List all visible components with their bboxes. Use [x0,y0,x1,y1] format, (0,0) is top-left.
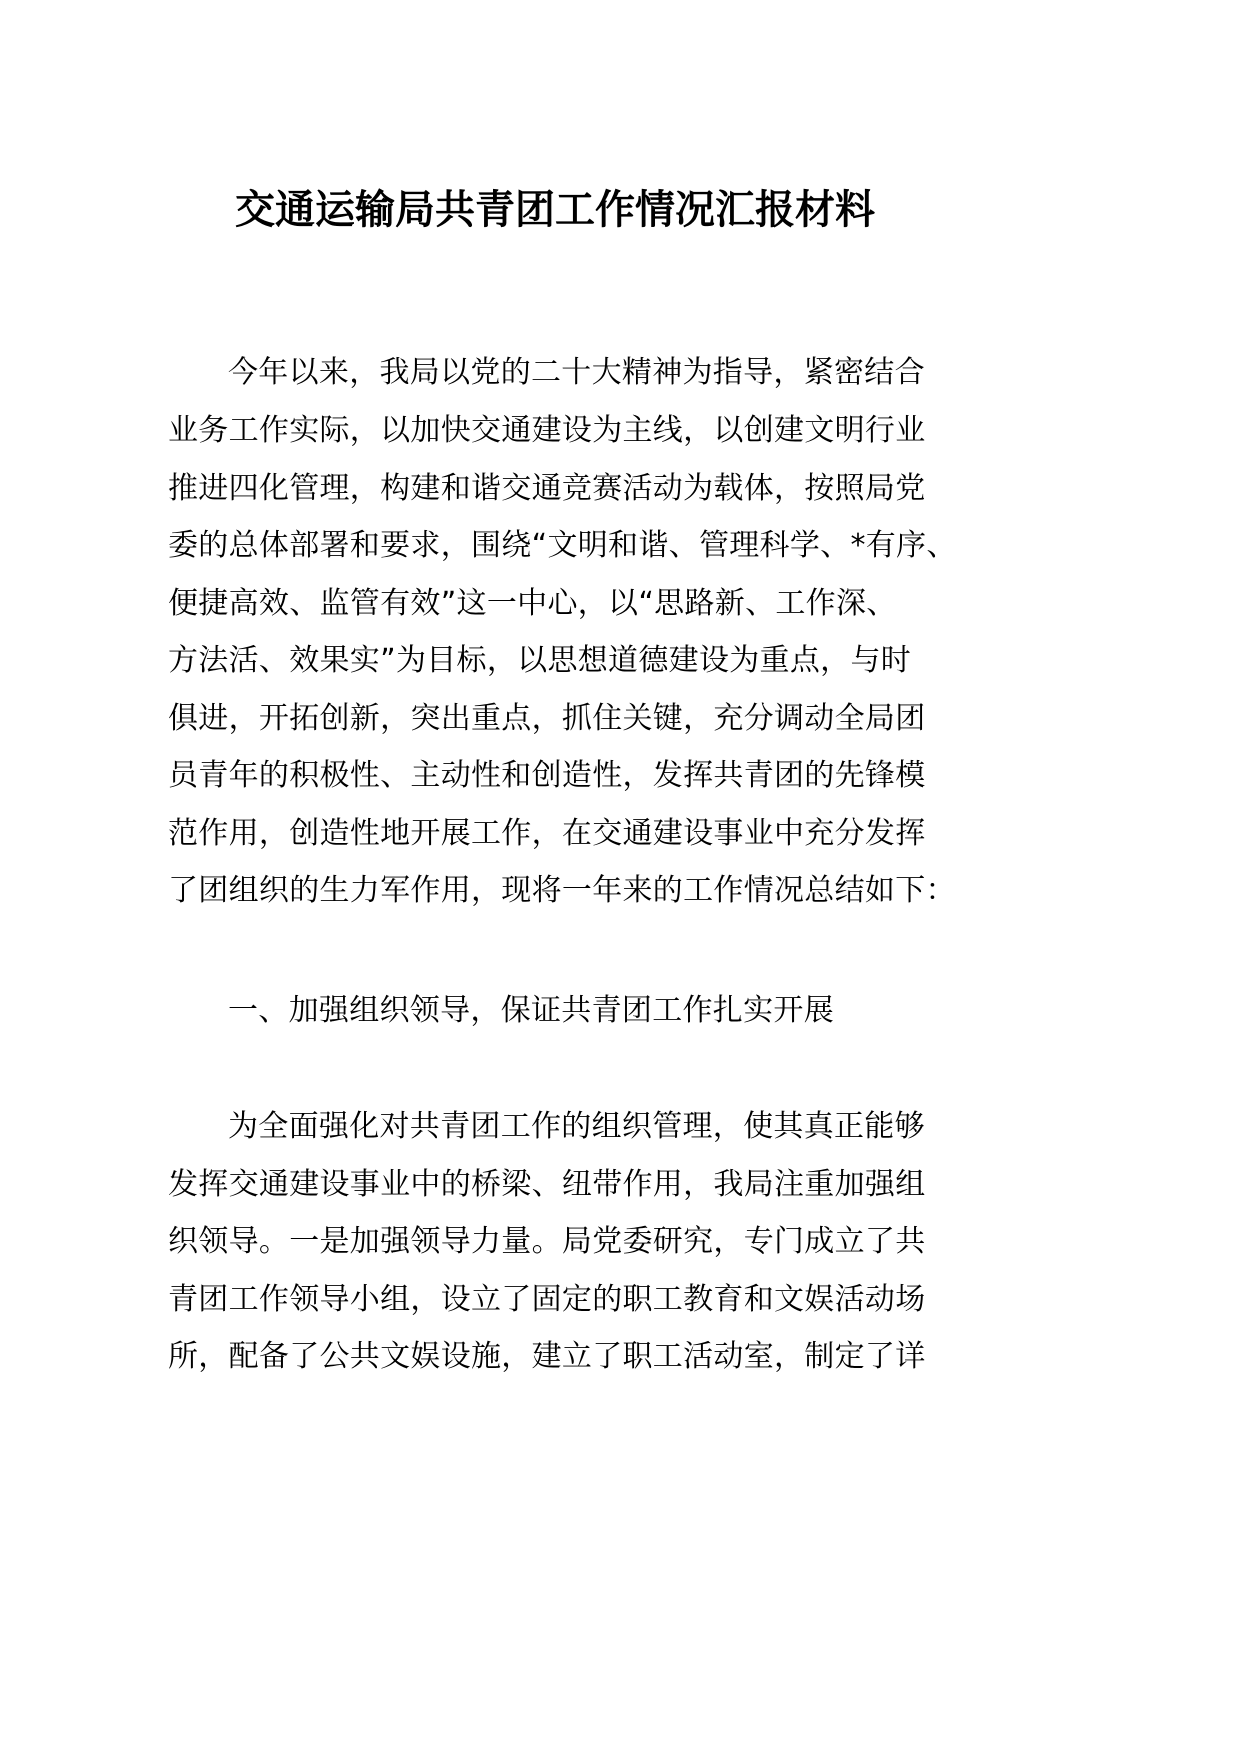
text-line: 今年以来，我局以党的二十大精神为指导，紧密结合 [228,355,925,390]
text-line: 业务工作实际，以加快交通建设为主线，以创建文明行业 [168,413,926,448]
text-line: 所，配备了公共文娱设施，建立了职工活动室，制定了详 [168,1339,926,1374]
text-line: 方法活、效果实”为目标，以思想道德建设为重点，与时 [168,643,912,678]
text-line: 俱进，开拓创新，突出重点，抓住关键，充分调动全局团 [168,701,926,736]
text-line: 发挥交通建设事业中的桥梁、纽带作用，我局注重加强组 [168,1167,926,1202]
text-line: 为全面强化对共青团工作的组织管理，使其真正能够 [228,1109,925,1144]
text-line: 员青年的积极性、主动性和创造性，发挥共青团的先锋模 [168,758,926,793]
document-title: 交通运输局共青团工作情况汇报材料 [235,187,875,233]
text-line: 织领导。一是加强领导力量。局党委研究，专门成立了共 [168,1224,926,1259]
section-heading-text: 一、加强组织领导，保证共青团工作扎实开展 [228,993,834,1028]
text-line: 了团组织的生力军作用，现将一年来的工作情况总结如下： [168,873,956,908]
text-line: 推进四化管理，构建和谐交通竞赛活动为载体，按照局党 [168,471,926,506]
text-line: 范作用，创造性地开展工作，在交通建设事业中充分发挥 [168,816,926,851]
text-line: 青团工作领导小组，设立了固定的职工教育和文娱活动场 [168,1282,926,1317]
text-line: 便捷高效、监管有效”这一中心，以“思路新、工作深、 [168,586,897,621]
text-line: 委的总体部署和要求，围绕“文明和谐、管理科学、*有序、 [168,528,957,563]
